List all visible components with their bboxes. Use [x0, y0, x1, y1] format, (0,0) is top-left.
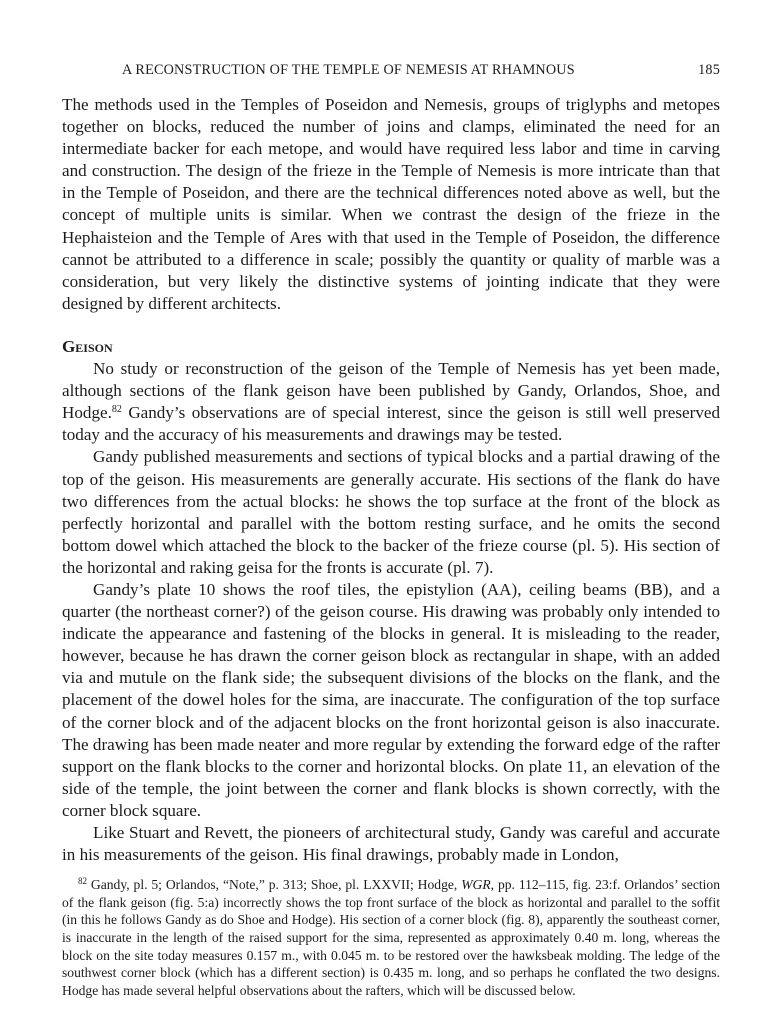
paragraph-3: Gandy published measurements and sections of typical blocks and a partial drawing of the top of the geison. His measurements are generally accurate. His sections of the flank do have two differences from the actual blocks: he shows the top surface at the front of the block as perfectly horizontal and parallel with the bottom resting surface, and he omits the second bottom dowel which attached the block to the backer of the frieze course (pl. 5). His section of the horizontal and raking geisa for the fronts is accurate (pl. 7). — [62, 447, 720, 577]
section-heading-geison: Geison — [62, 336, 113, 356]
footnote-text-a: Gandy, pl. 5; Orlandos, “Note,” p. 313; Shoe, pl. LXXVII; Hodge, — [87, 877, 462, 893]
paragraph-1: The methods used in the Temples of Poseidon and Nemesis, groups of triglyphs and metopes together on blocks, reduced the number of joins and clamps, eliminated the need for an intermediate backer for each metope, and would have required less labor and time in carving and construction. The design of the frieze in the Temple of Nemesis is more intricate than that in the Temple of Poseidon, and there are the technical differences noted above as well, but the concept of multiple units is similar. When we contrast the design of the frieze in the Hephaisteion and the Temple of Ares with that used in the Temple of Poseidon, the difference cannot be attributed to a difference in scale; possibly the quantity or quality of marble was a consideration, but very likely the distinctive systems of jointing indicate that they were designed by different architects. — [62, 95, 720, 313]
footnote-82 — [62, 876, 720, 999]
paragraph-5: Like Stuart and Revett, the pioneers of architectural study, Gandy was careful and accurate in his measurements of the geison. His final drawings, probably made in London, — [62, 823, 720, 865]
page-number: 185 — [698, 62, 720, 78]
running-title: A RECONSTRUCTION OF THE TEMPLE OF NEMESIS AT RHAMNOUS — [122, 62, 575, 78]
footnote-number: 82 — [78, 876, 87, 887]
footnote-italic-wgr: WGR — [461, 877, 491, 893]
footnote-text-b: , pp. 112–115, fig. 23:f. Orlandos’ section of the flank geison (fig. 5:a) incorrectly shows the top front surface of the block as horizontal and parallel to the soffit (in this he follows Gandy as do Shoe and Hodge). His section of a corner block (fig. 8), apparently the southeast corner, is inaccurate in the length of the raised support for the sima, represented as approximately 0.40 m. long, whereas the block on the site today measures 0.157 m., with 0.045 m. to be restored over the hawksbeak molding. The ledge of the southwest corner block (which has a different section) is 0.435 m. long, and so perhaps he conflated the two designs. Hodge has made several helpful observations about the rafters, which will be discussed below. — [62, 877, 720, 998]
paragraph-2-text-a: No study or reconstruction of the geison of the Temple of Nemesis has yet been made, although sections of the flank geison have been published by Gandy, Orlandos, Shoe, and Hodge. — [62, 359, 720, 423]
paragraph-2-text-b: Gandy’s observations are of special interest, since the geison is still well preserved today and the accuracy of his measurements and drawings may be tested. — [62, 403, 720, 445]
paragraph-2 — [62, 358, 720, 446]
running-head — [62, 58, 720, 82]
page — [62, 58, 720, 999]
footnote-ref-82[interactable]: 82 — [111, 404, 122, 416]
paragraph-4: Gandy’s plate 10 shows the roof tiles, the epistylion (AA), ceiling beams (BB), and a quarter (the northeast corner?) of the geison course. His drawing was probably only intended to indicate the appearance and fastening of the blocks in general. It is misleading to the reader, however, because he has drawn the corner geison block as rectangular in shape, with an added via and mutule on the flank side; the subsequent divisions of the blocks on the flank, and the placement of the dowel holes for the sima, are inaccurate. The configuration of the top surface of the corner block and of the adjacent blocks on the front horizontal geison is also inaccurate. The drawing has been made neater and more regular by extending the forward edge of the rafter support on the flank blocks to the corner and horizontal blocks. On plate 11, an elevation of the side of the temple, the joint between the corner and flank blocks is shown correctly, with the corner block square. — [62, 579, 720, 820]
